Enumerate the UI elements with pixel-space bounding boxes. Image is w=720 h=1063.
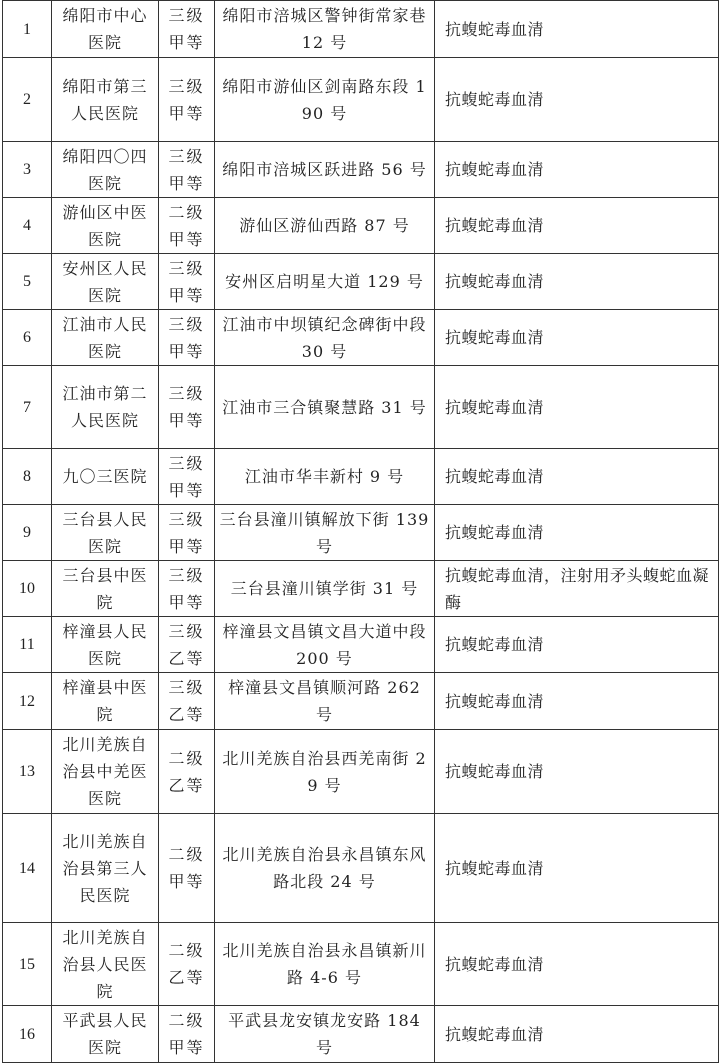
row-number: 1 (3, 1, 52, 58)
hospital-level: 三级甲等 (159, 58, 215, 142)
table-row (3, 449, 719, 505)
hospital-level: 三级乙等 (159, 617, 215, 673)
antivenom-drug: 抗蝮蛇毒血清 (435, 730, 719, 814)
hospital-level: 二级甲等 (159, 814, 215, 923)
hospital-address: 游仙区游仙西路 87 号 (215, 198, 435, 254)
hospital-name: 平武县人民医院 (52, 1006, 159, 1063)
hospital-level: 三级甲等 (159, 310, 215, 366)
row-number: 2 (3, 58, 52, 142)
table-row (3, 814, 719, 923)
row-number: 9 (3, 505, 52, 561)
row-number: 12 (3, 673, 52, 730)
hospital-address: 三台县潼川镇解放下街 139 号 (215, 505, 435, 561)
row-number: 4 (3, 198, 52, 254)
hospital-address: 北川羌族自治县永昌镇新川路 4-6 号 (215, 923, 435, 1006)
row-number: 15 (3, 923, 52, 1006)
row-number: 6 (3, 310, 52, 366)
antivenom-drug: 抗蝮蛇毒血清 (435, 58, 719, 142)
antivenom-drug: 抗蝮蛇毒血清 (435, 310, 719, 366)
hospital-level: 三级甲等 (159, 254, 215, 310)
row-number: 11 (3, 617, 52, 673)
antivenom-drug: 抗蝮蛇毒血清 (435, 198, 719, 254)
table-row (3, 58, 719, 142)
hospital-name: 绵阳市中心医院 (52, 1, 159, 58)
antivenom-drug: 抗蝮蛇毒血清 (435, 505, 719, 561)
antivenom-drug: 抗蝮蛇毒血清，注射用矛头蝮蛇血凝酶 (435, 561, 719, 617)
hospital-name: 绵阳市第三人民医院 (52, 58, 159, 142)
antivenom-drug: 抗蝮蛇毒血清 (435, 617, 719, 673)
row-number: 3 (3, 142, 52, 198)
hospital-name: 江油市人民医院 (52, 310, 159, 366)
hospital-name: 三台县人民医院 (52, 505, 159, 561)
table-row (3, 617, 719, 673)
table-row (3, 673, 719, 730)
antivenom-drug: 抗蝮蛇毒血清 (435, 1006, 719, 1063)
hospital-level: 三级甲等 (159, 366, 215, 449)
antivenom-drug: 抗蝮蛇毒血清 (435, 923, 719, 1006)
hospital-address: 梓潼县文昌镇文昌大道中段 200 号 (215, 617, 435, 673)
table-row (3, 561, 719, 617)
table-row (3, 730, 719, 814)
hospital-address: 绵阳市涪城区跃进路 56 号 (215, 142, 435, 198)
hospital-level: 二级甲等 (159, 1006, 215, 1063)
table-row (3, 923, 719, 1006)
hospital-level: 二级甲等 (159, 198, 215, 254)
hospital-name: 江油市第二人民医院 (52, 366, 159, 449)
hospital-address: 三台县潼川镇学街 31 号 (215, 561, 435, 617)
row-number: 14 (3, 814, 52, 923)
hospital-address: 平武县龙安镇龙安路 184 号 (215, 1006, 435, 1063)
hospital-level: 三级乙等 (159, 673, 215, 730)
hospital-name: 游仙区中医医院 (52, 198, 159, 254)
antivenom-drug: 抗蝮蛇毒血清 (435, 366, 719, 449)
antivenom-drug: 抗蝮蛇毒血清 (435, 814, 719, 923)
row-number: 5 (3, 254, 52, 310)
antivenom-drug: 抗蝮蛇毒血清 (435, 673, 719, 730)
antivenom-drug: 抗蝮蛇毒血清 (435, 254, 719, 310)
table-row (3, 254, 719, 310)
hospital-name: 梓潼县人民医院 (52, 617, 159, 673)
table-row (3, 505, 719, 561)
antivenom-drug: 抗蝮蛇毒血清 (435, 449, 719, 505)
table-row (3, 142, 719, 198)
hospital-name: 九〇三医院 (52, 449, 159, 505)
antivenom-drug: 抗蝮蛇毒血清 (435, 142, 719, 198)
hospital-address: 北川羌族自治县永昌镇东风路北段 24 号 (215, 814, 435, 923)
hospital-level: 二级乙等 (159, 923, 215, 1006)
table-row (3, 1006, 719, 1063)
table-row (3, 366, 719, 449)
hospital-name: 绵阳四〇四医院 (52, 142, 159, 198)
hospital-level: 三级甲等 (159, 449, 215, 505)
hospital-address: 江油市中坝镇纪念碑街中段 30 号 (215, 310, 435, 366)
hospital-level: 二级乙等 (159, 730, 215, 814)
hospital-table (2, 0, 719, 1063)
table-row (3, 1, 719, 58)
hospital-address: 北川羌族自治县西羌南街 29 号 (215, 730, 435, 814)
hospital-name: 北川羌族自治县中羌医医院 (52, 730, 159, 814)
hospital-address: 绵阳市游仙区剑南路东段 190 号 (215, 58, 435, 142)
hospital-name: 三台县中医院 (52, 561, 159, 617)
antivenom-drug: 抗蝮蛇毒血清 (435, 1, 719, 58)
table-row (3, 310, 719, 366)
hospital-level: 三级甲等 (159, 142, 215, 198)
hospital-address: 梓潼县文昌镇顺河路 262 号 (215, 673, 435, 730)
hospital-address: 江油市华丰新村 9 号 (215, 449, 435, 505)
hospital-level: 三级甲等 (159, 561, 215, 617)
hospital-name: 北川羌族自治县第三人民医院 (52, 814, 159, 923)
row-number: 7 (3, 366, 52, 449)
hospital-level: 三级甲等 (159, 505, 215, 561)
hospital-address: 江油市三合镇聚慧路 31 号 (215, 366, 435, 449)
row-number: 8 (3, 449, 52, 505)
row-number: 13 (3, 730, 52, 814)
row-number: 10 (3, 561, 52, 617)
hospital-name: 梓潼县中医院 (52, 673, 159, 730)
hospital-level: 三级甲等 (159, 1, 215, 58)
hospital-address: 安州区启明星大道 129 号 (215, 254, 435, 310)
hospital-name: 北川羌族自治县人民医院 (52, 923, 159, 1006)
table-row (3, 198, 719, 254)
hospital-name: 安州区人民医院 (52, 254, 159, 310)
hospital-address: 绵阳市涪城区警钟街常家巷 12 号 (215, 1, 435, 58)
row-number: 16 (3, 1006, 52, 1063)
